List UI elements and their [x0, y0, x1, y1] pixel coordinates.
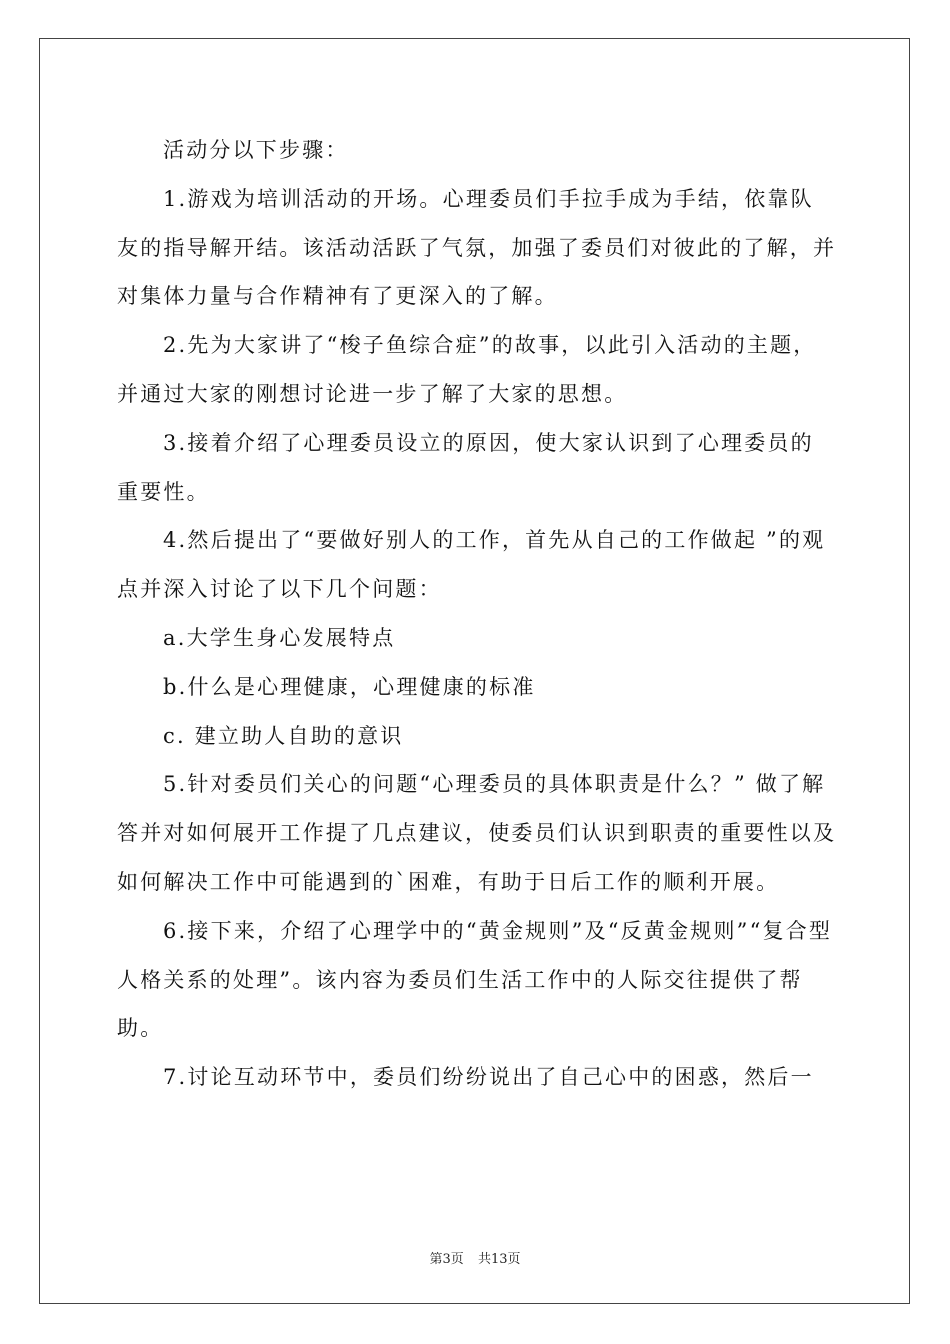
list-item-b: b.什么是心理健康，心理健康的标准: [163, 674, 536, 699]
list-item-a: a.大学生身心发展特点: [163, 625, 396, 650]
document-body: [117, 126, 837, 1102]
paragraph-step-1: 1.游戏为培训活动的开场。心理委员们手拉手成为手结，依靠队友的指导解开结。该活动活跃了气氛，加强了委员们对彼此的了解，并对集体力量与合作精神有了更深入的了解。: [117, 186, 837, 309]
paragraph-step-3: 3.接着介绍了心理委员设立的原因，使大家认识到了心理委员的重要性。: [117, 430, 814, 504]
list-item-c: c. 建立助人自助的意识: [163, 723, 404, 748]
paragraph-step-2: 2.先为大家讲了“梭子鱼综合症”的故事，以此引入活动的主题，并通过大家的刚想讨论进一步了解了大家的思想。: [117, 333, 817, 406]
page-number: 第3页: [429, 1252, 464, 1267]
page-total: 共13页: [477, 1252, 521, 1267]
page-footer: [0, 1248, 950, 1267]
paragraph-step-4: 4.然后提出了“要做好别人的工作，首先从自己的工作做起 ”的观点并深入讨论了以下几个问题：: [117, 528, 826, 602]
paragraph-step-7: 7.讨论互动环节中，委员们纷纷说出了自己心中的困惑，然后一: [163, 1065, 814, 1090]
paragraph-step-6: 6.接下来，介绍了心理学中的“黄金规则”及“反黄金规则”“复合型人格关系的处理”。该内容为委员们生活工作中的人际交往提供了帮助。: [117, 918, 833, 1041]
paragraph-intro: 活动分以下步骤：: [163, 138, 349, 162]
paragraph-step-5: 5.针对委员们关心的问题“心理委员的具体职责是什么？” 做了解答并对如何展开工作提了几点建议，使委员们认识到职责的重要性以及如何解决工作中可能遇到的`困难，有助于日后工作的顺利开展。: [117, 772, 837, 894]
